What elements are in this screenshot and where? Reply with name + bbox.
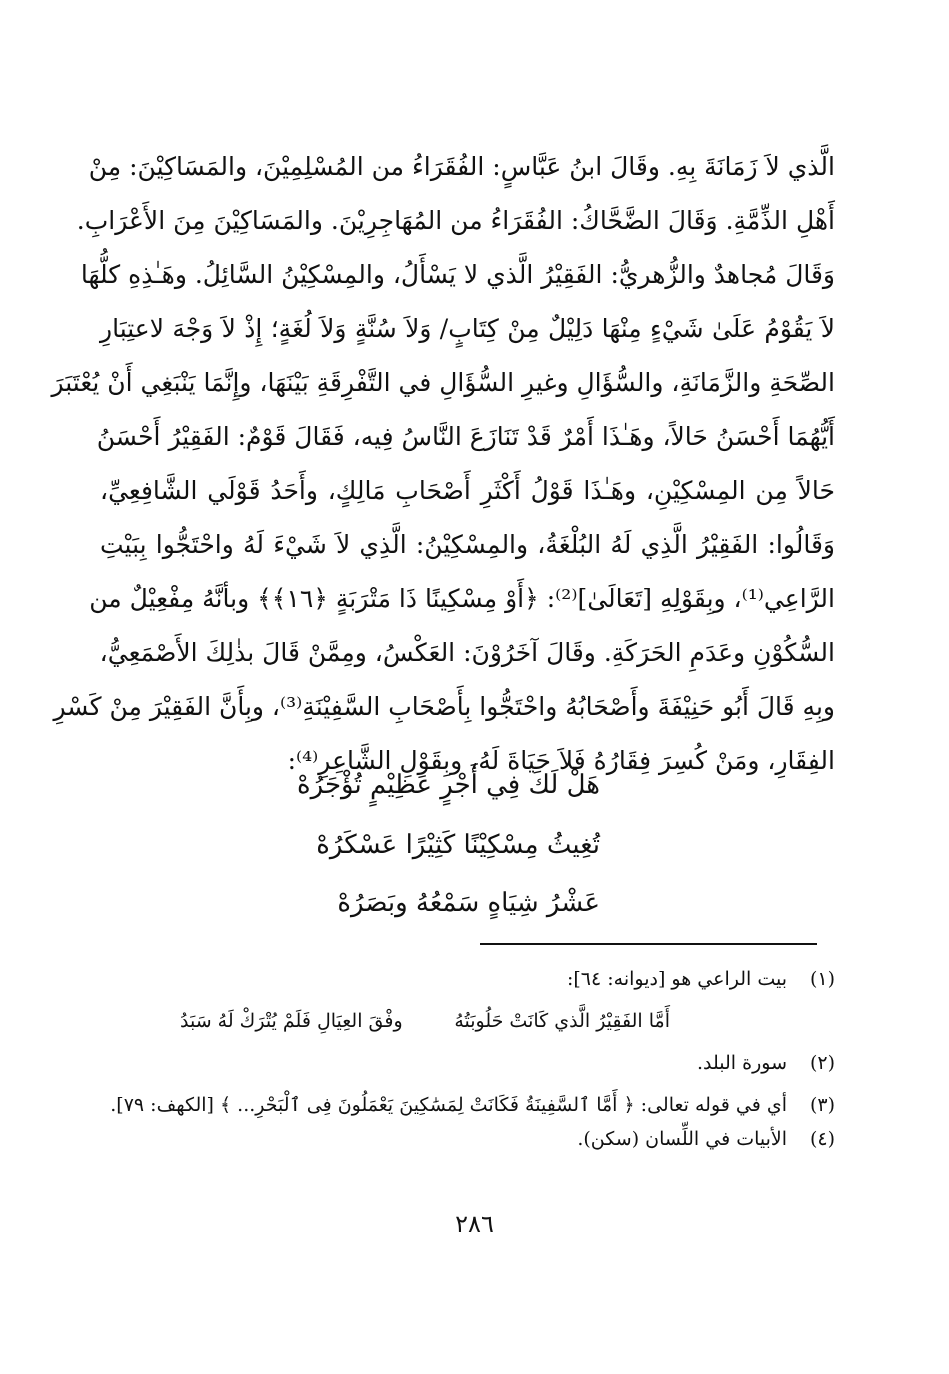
text-line: السُّكُوْنِ وعَدَمِ الحَرَكَةِ. وقَالَ آخَرُوْنَ: العَكْسُ، ومِمَّنْ قَالَ بذٰلِكَ الأَصْمَعِيُّ، <box>99 638 835 667</box>
footnote-verse <box>180 1010 670 1036</box>
footnote <box>100 1128 835 1150</box>
footnote-number: (٢) <box>809 1052 835 1074</box>
footnote-number: (٣) <box>809 1094 835 1116</box>
text-line: وبِهِ قَالَ أَبُو حَنِيْفَةَ وأَصْحَابُهُ واحْتَجُّوا بِأَصْحَابِ السَّفِيْنَةِ⁽³⁾، وبِأَنَّ الفَقِيْرَ مِنْ كَسْرِ <box>53 692 835 721</box>
footnote-text: سورة البلد. <box>696 1052 787 1074</box>
footnote-number: (١) <box>809 968 835 990</box>
text-line: وَقَالُوا: الفَقِيْرُ الَّذِي لَهُ البُلْغَةُ، والمِسْكِيْنُ: الَّذِي لاَ شَيْءَ لَهُ واحْتَجُّوا بِبَيْتِ <box>100 530 835 559</box>
footnote <box>100 1052 835 1074</box>
text-line: أَهْلِ الذِّمَّةِ. وَقَالَ الضَّحَّاكُ: الفُقَرَاءُ من المُهَاجِرِيْنَ. والمَسَاكِيْنَ مِنَ الأَعْرَابِ. <box>76 206 835 235</box>
text-line: الصِّحَةِ والزَّمَانَةِ، والسُّؤَالِ وغيرِ السُّؤَالِ في التَّفْرِقَةِ بَيْنَهَا، وإِنَّمَا يَنْبَغِي أَنْ يُعْتَبَرَ <box>51 368 835 397</box>
footnote-text: أي في قوله تعالى: ﴿ أَمَّا ٱلسَّفِينَةُ فَكَانَتْ لِمَسَٰكِينَ يَعْمَلُونَ فِى ٱلْبَحْرِ... ﴾ [الكهف: ٧٩]. <box>110 1094 787 1116</box>
text-line: الرَّاعِي⁽¹⁾، وبِقَوْلِهِ [تَعَالَىٰ]⁽²⁾: ﴿أَوْ مِسْكِينًا ذَا مَتْرَبَةٍ ﴿١٦﴾﴾ وبأنَّهُ مِفْعِيْلٌ من <box>89 584 835 613</box>
text-line: وَقَالَ مُجاهدٌ والزُّهريُّ: الفَقِيْرُ الَّذي لا يَسْأَلُ، والمِسْكِيْنُ السَّائِلُ. وهَـٰذِهِ كلُّهَا <box>80 260 835 289</box>
poem-verse: تُغِيثُ مِسْكِيْنًا كَثِيْرًا عَسْكَرُهْ <box>316 830 600 860</box>
page-number: ٢٨٦ <box>455 1210 494 1238</box>
text-line: الَّذي لاَ زَمَانَةَ بِهِ. وقَالَ ابنُ عَبَّاسٍ: الفُقَرَاءُ من المُسْلِمِيْنَ، والمَسَاكِيْنَ: مِنْ <box>88 152 835 181</box>
footnote-number: (٤) <box>809 1128 835 1150</box>
poem-verse: عَشْرُ شِيَاهٍ سَمْعُهُ وبَصَرُهْ <box>337 888 600 918</box>
text-line: أَيُّهُمَا أَحْسَنُ حَالاً، وهَـٰذَا أَمْرٌ قَدْ تَنَازَعَ النَّاسُ فِيه، فَقَالَ قَوْمٌ: الفَقِيْرُ أَحْسَنُ <box>96 422 835 451</box>
footnote-text: بيت الراعي هو [ديوانه: ٦٤]: <box>566 968 787 990</box>
footnote <box>100 1094 835 1116</box>
footnote-verse-first-hemistich: أَمَّا الفَقِيْرُ الَّذي كَانَتْ حَلُوبَتُهُ <box>454 1010 670 1032</box>
main-text <box>51 140 835 788</box>
footnote-verse-second-hemistich: وفْقَ العِيَالِ فَلَمْ يُتْرَكْ لَهُ سَبَدُ <box>180 1010 403 1032</box>
poem-verse: هَلْ لَكَ فِي أَجْرٍ عَظِيْمٍ تُؤْجَرُهْ <box>297 770 600 800</box>
footnote-separator <box>480 943 817 945</box>
text-line: حَالاً مِن المِسْكِيْنِ، وهَـٰذَا قَوْلُ أَكْثَرِ أَصْحَابِ مَالِكٍ، وأَحَدُ قَوْلَي الشَّافِعِيِّ، <box>100 476 835 505</box>
text-line: لاَ يَقُوْمُ عَلَىٰ شَيْءٍ مِنْهَا دَلِيْلٌ مِنْ كِتَابٍ/ وَلاَ سُنَّةٍ وَلاَ لُغَةٍ؛ إِذْ لاَ وَجْهَ لاعتِبَارِ <box>100 314 835 343</box>
footnote <box>100 968 835 990</box>
text-line: الفِقَارِ، ومَنْ كُسِرَ فِقَارُهُ فَلاَ حَيَاةَ لَهُ، وبِقَوْلِ الشَّاعِرِ⁽⁴⁾: <box>287 746 835 775</box>
footnote-text: الأبيات في اللِّسان (سكن). <box>577 1128 787 1150</box>
